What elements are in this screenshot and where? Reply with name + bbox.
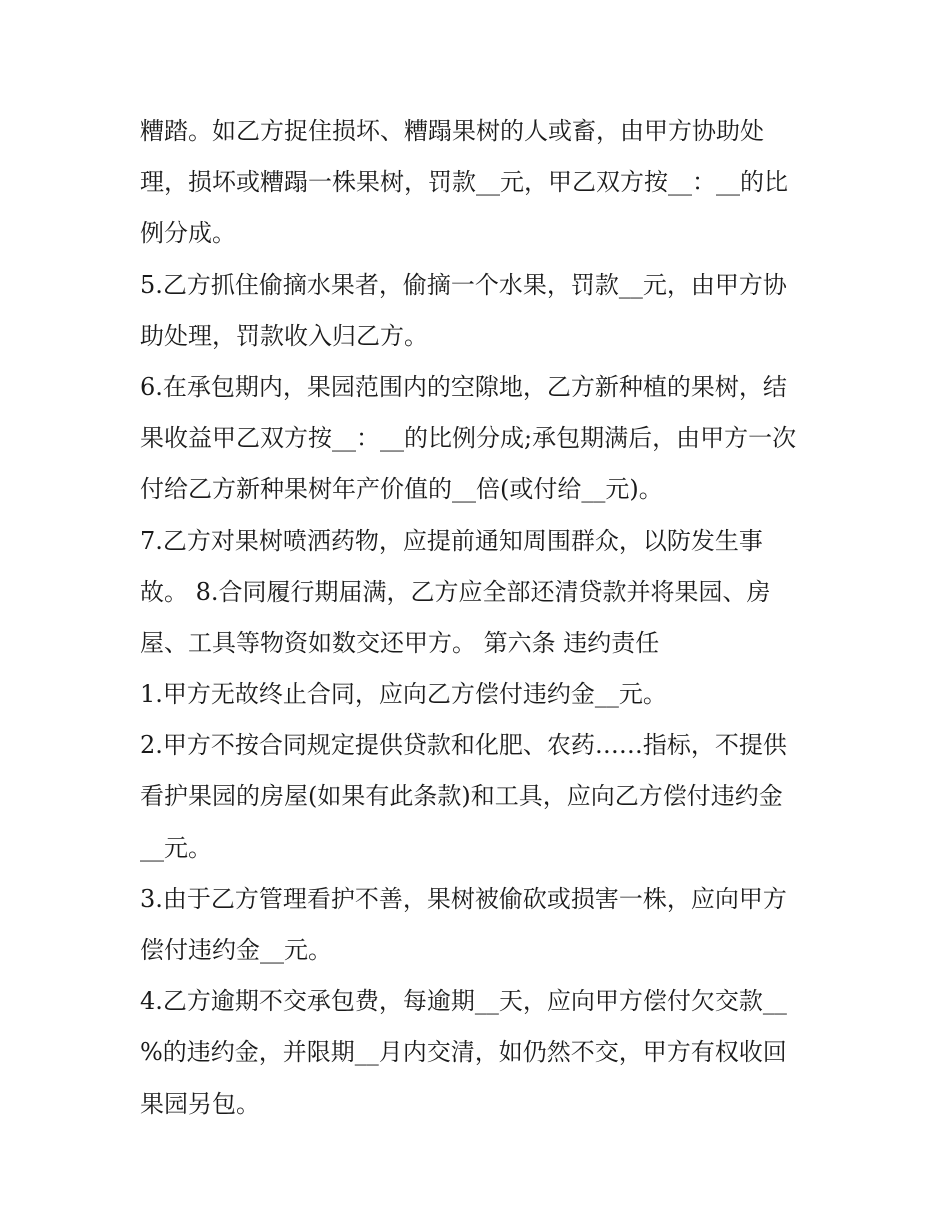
text-line: 果园另包。 bbox=[140, 1089, 260, 1118]
text-line: %的违约金，并限期__月内交清，如仍然不交，甲方有权收回 bbox=[140, 1038, 787, 1067]
text-line: 1.甲方无故终止合同，应向乙方偿付违约金__元。 bbox=[140, 680, 667, 709]
text-line: 4.乙方逾期不交承包费，每逾期__天，应向甲方偿付欠交款__ bbox=[140, 987, 787, 1016]
text-line: 例分成。 bbox=[140, 219, 236, 248]
text-line: 5.乙方抓住偷摘水果者，偷摘一个水果，罚款__元，由甲方协 bbox=[140, 270, 787, 299]
text-line: 看护果园的房屋(如果有此条款)和工具，应向乙方偿付违约金 bbox=[140, 782, 783, 811]
text-line: 故。 8.合同履行期届满，乙方应全部还清贷款并将果园、房 bbox=[140, 577, 771, 606]
text-line: 6.在承包期内，果园范围内的空隙地，乙方新种植的果树，结 bbox=[140, 372, 787, 401]
text-line: 偿付违约金__元。 bbox=[140, 936, 332, 964]
text-line: __元。 bbox=[140, 833, 212, 862]
text-line: 付给乙方新种果树年产价值的__倍(或付给__元)。 bbox=[140, 475, 663, 504]
text-line: 7.乙方对果树喷洒药物，应提前通知周围群众，以防发生事 bbox=[140, 526, 763, 555]
text-line: 糟踏。如乙方捉住损坏、糟蹋果树的人或畜，由甲方协助处 bbox=[140, 117, 764, 145]
text-line: 3.由于乙方管理看护不善，果树被偷砍或损害一株，应向甲方 bbox=[140, 884, 787, 913]
text-line: 2.甲方不按合同规定提供贷款和化肥、农药……指标，不提供 bbox=[140, 731, 787, 760]
document-body bbox=[140, 106, 820, 1130]
text-line: 助处理，罚款收入归乙方。 bbox=[140, 321, 428, 350]
text-line: 果收益甲乙双方按__：__的比例分成;承包期满后，由甲方一次 bbox=[140, 424, 797, 453]
text-line: 理，损坏或糟蹋一株果树，罚款__元，甲乙双方按__：__的比 bbox=[140, 168, 788, 197]
text-line: 屋、工具等物资如数交还甲方。 第六条 违约责任 bbox=[140, 628, 660, 657]
